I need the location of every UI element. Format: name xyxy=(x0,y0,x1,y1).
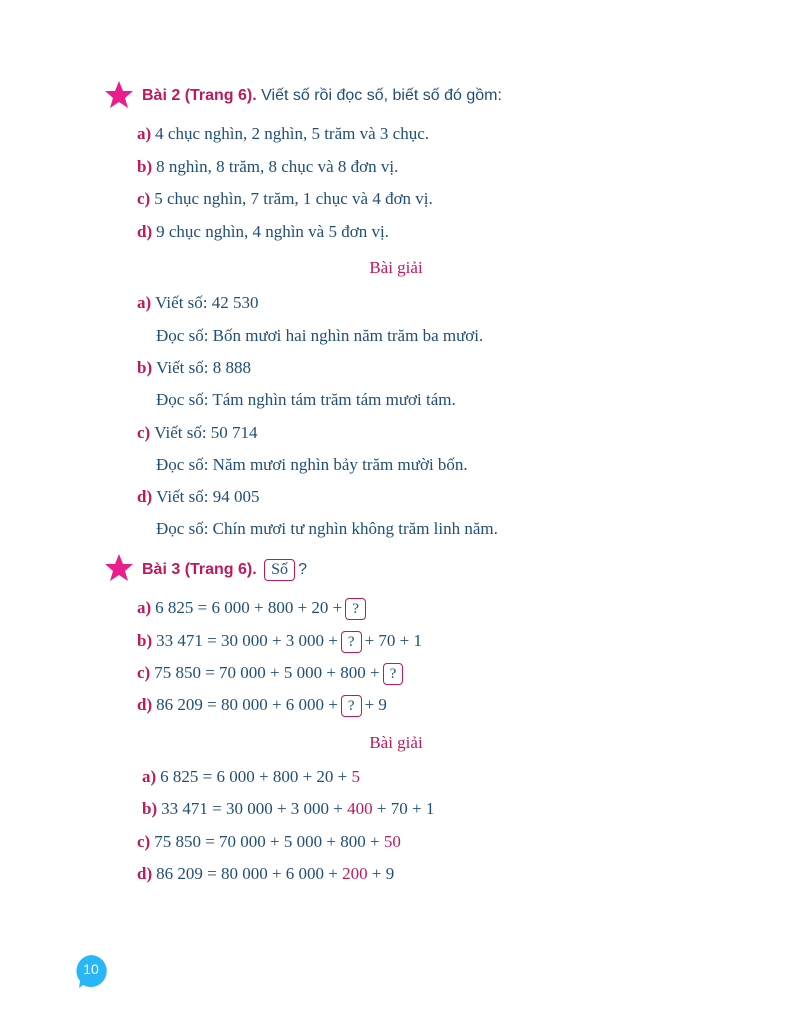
exercise-2-item xyxy=(137,124,429,144)
exercise-3-title: Bài 3 (Trang 6). xyxy=(142,561,257,578)
exercise-2-instruction: Viết số rồi đọc số, biết số đó gồm: xyxy=(261,87,502,104)
equation-left: 33 471 = 30 000 + 3 000 + xyxy=(161,799,343,818)
filled-answer: 400 xyxy=(347,799,373,818)
equation-left: 86 209 = 80 000 + 6 000 + xyxy=(156,695,338,714)
equation-left: 75 850 = 70 000 + 5 000 + 800 + xyxy=(154,663,380,682)
filled-answer: 5 xyxy=(351,767,361,786)
equation-right: + 70 + 1 xyxy=(364,631,422,650)
answer-box[interactable]: ? xyxy=(341,631,362,653)
question-mark: ? xyxy=(298,561,307,578)
item-label: c) xyxy=(137,832,151,851)
exercise-3-item xyxy=(137,695,387,717)
equation-left: 75 850 = 70 000 + 5 000 + 800 + xyxy=(154,832,380,851)
item-label: c) xyxy=(137,423,151,442)
boxed-word: Số xyxy=(264,559,295,581)
item-label: d) xyxy=(137,864,153,883)
exercise-3-item xyxy=(137,631,422,653)
write-number: Viết số: 94 005 xyxy=(156,487,260,506)
answer-box[interactable]: ? xyxy=(383,663,404,685)
equation-left: 6 825 = 6 000 + 800 + 20 + xyxy=(160,767,348,786)
exercise-3-item xyxy=(137,663,406,685)
exercise-3-answer xyxy=(142,767,360,787)
answer-write xyxy=(137,293,259,313)
item-text: 8 nghìn, 8 trăm, 8 chục và 8 đơn vị. xyxy=(156,157,399,176)
item-label: b) xyxy=(137,631,153,650)
equation-left: 33 471 = 30 000 + 3 000 + xyxy=(156,631,338,650)
exercise-2-item xyxy=(137,222,389,242)
item-label: d) xyxy=(137,487,153,506)
answer-write xyxy=(137,423,258,443)
solution-title: Bài giải xyxy=(369,258,423,277)
answer-write xyxy=(137,487,259,507)
answer-read: Đọc số: Tám nghìn tám trăm tám mươi tám. xyxy=(156,390,456,409)
exercise-2-title: Bài 2 (Trang 6). xyxy=(142,87,257,104)
equation-left: 6 825 = 6 000 + 800 + 20 + xyxy=(155,598,343,617)
exercise-3-answer xyxy=(137,832,401,852)
equation-left: 86 209 = 80 000 + 6 000 + xyxy=(156,864,338,883)
star-icon xyxy=(104,553,134,583)
item-label: a) xyxy=(142,767,157,786)
item-label: a) xyxy=(137,598,152,617)
exercise-3-heading xyxy=(142,559,307,581)
exercise-2-item xyxy=(137,157,398,177)
item-label: a) xyxy=(137,124,152,143)
write-number: Viết số: 8 888 xyxy=(156,358,251,377)
equation-right: + 9 xyxy=(371,864,395,883)
item-label: a) xyxy=(137,293,152,312)
write-number: Viết số: 50 714 xyxy=(154,423,258,442)
page-number: 10 xyxy=(83,961,99,977)
filled-answer: 200 xyxy=(342,864,368,883)
item-text: 5 chục nghìn, 7 trăm, 1 chục và 4 đơn vị. xyxy=(154,189,433,208)
answer-read: Đọc số: Chín mươi tư nghìn không trăm linh năm. xyxy=(156,519,498,538)
item-label: d) xyxy=(137,222,153,241)
exercise-3-answer xyxy=(137,864,394,884)
item-label: b) xyxy=(137,157,153,176)
answer-box[interactable]: ? xyxy=(345,598,366,620)
item-label: d) xyxy=(137,695,153,714)
item-label: c) xyxy=(137,663,151,682)
exercise-3-item xyxy=(137,598,369,620)
solution-title: Bài giải xyxy=(369,733,423,752)
exercise-2-item xyxy=(137,189,433,209)
equation-right: + 70 + 1 xyxy=(376,799,435,818)
item-text: 4 chục nghìn, 2 nghìn, 5 trăm và 3 chục. xyxy=(155,124,429,143)
exercise-2-heading xyxy=(142,87,502,105)
write-number: Viết số: 42 530 xyxy=(155,293,259,312)
item-label: b) xyxy=(142,799,158,818)
item-text: 9 chục nghìn, 4 nghìn và 5 đơn vị. xyxy=(156,222,389,241)
answer-read: Đọc số: Năm mươi nghìn bảy trăm mười bốn. xyxy=(156,455,468,474)
equation-right: + 9 xyxy=(364,695,387,714)
star-icon xyxy=(104,80,134,110)
exercise-3-answer xyxy=(142,799,434,819)
answer-write xyxy=(137,358,251,378)
answer-read: Đọc số: Bốn mươi hai nghìn năm trăm ba mươi. xyxy=(156,326,484,345)
item-label: b) xyxy=(137,358,153,377)
answer-box[interactable]: ? xyxy=(341,695,362,717)
item-label: c) xyxy=(137,189,151,208)
filled-answer: 50 xyxy=(383,832,401,851)
